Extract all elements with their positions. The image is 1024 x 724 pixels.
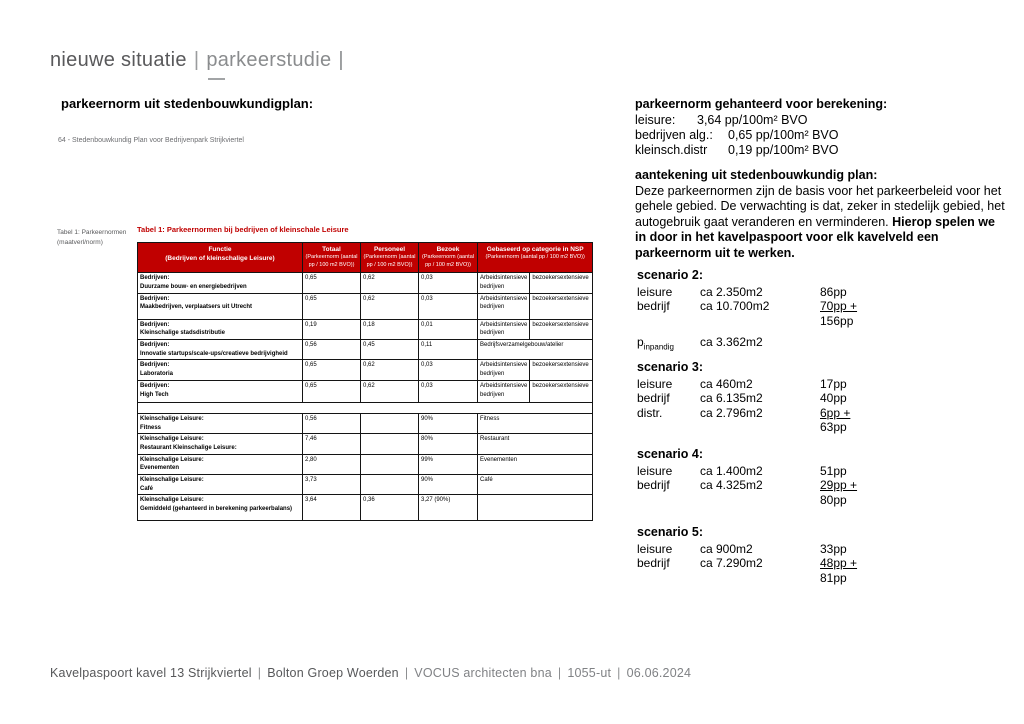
scenario-row (637, 556, 937, 571)
cell-personeel: 0,62 (361, 293, 419, 319)
cell-bezoek: 0,11 (419, 340, 478, 360)
scenario-label: leisure (637, 541, 673, 556)
cell-totaal: 2,80 (303, 454, 361, 474)
cell-nsp-category: Arbeidsintensieve bedrijven (478, 319, 530, 339)
scenario-label: leisure (637, 463, 673, 478)
calc-value: 0,65 pp/100m² BVO (728, 128, 839, 142)
cell-nsp-span: Restaurant (478, 434, 593, 454)
col-header-totaal (303, 243, 361, 273)
table-side-caption (57, 228, 142, 249)
scenario-pp-sum: 29pp + (820, 478, 858, 493)
scenario-2-block (637, 268, 937, 355)
calc-label: leisure: (635, 113, 676, 127)
scenario-label: bedrijf (637, 391, 670, 406)
scenario-total-row (637, 314, 937, 329)
note-body-regular: Deze parkeernormen zijn de basis voor het parkeerbeleid voor het gehele gebied. De verwachting is dat, zeker in stedelijk gebied, het autogebruik gaat veranderen en verminderen. (635, 183, 1005, 229)
row-function-detail: Laboratoria (140, 371, 174, 378)
source-note: 64 - Stedenbouwkundig Plan voor Bedrijvenpark Strijkviertel (58, 137, 244, 144)
cell-nsp-category: Arbeidsintensieve bedrijven (478, 360, 530, 380)
scenario-title: scenario 2: (637, 268, 704, 282)
col-header-sub: (Parkeernorm (aantal pp / 100 m2 BVO)) (485, 254, 585, 261)
table-row (138, 293, 593, 319)
row-function-category: Bedrijven: (140, 275, 170, 282)
scenario-total-pp: 156pp (820, 313, 854, 328)
cell-bezoek: 99% (419, 454, 478, 474)
col-header-bezoek (419, 243, 478, 273)
row-function-detail: Restaurant Kleinschalige Leisure: (140, 444, 237, 451)
cell-nsp-type: bezoekersextensieve (530, 273, 593, 293)
row-function-category: Bedrijven: (140, 382, 170, 389)
cell-totaal: 0,56 (303, 413, 361, 433)
scenario-label: leisure (637, 376, 673, 391)
scenario-row (637, 285, 937, 300)
scenario-pp: 40pp (820, 391, 847, 406)
cell-nsp-span: Café (478, 474, 593, 494)
row-function-detail: Fitness (140, 424, 162, 431)
scenario-row (637, 542, 937, 557)
col-header-title: Personeel (373, 246, 406, 253)
plan-note-block (635, 168, 1007, 262)
cell-personeel (361, 413, 419, 433)
cell-bezoek: 0,01 (419, 319, 478, 339)
cell-nsp-type: bezoekersextensieve (530, 360, 593, 380)
row-function-category: Kleinschalige Leisure: (140, 456, 204, 463)
scenario-pp: 51pp (820, 463, 847, 478)
spacer-cell (138, 402, 593, 413)
scenario-row (637, 464, 937, 479)
scenario-area: ca 6.135m2 (700, 391, 763, 406)
table-row (138, 495, 593, 521)
note-heading: aantekening uit stedenbouwkundig plan: (635, 168, 878, 182)
cell-nsp-category: Arbeidsintensieve bedrijven (478, 293, 530, 319)
col-header-sub: (Parkeernorm (aantal pp / 100 m2 BVO)) (305, 254, 358, 269)
col-header-personeel (361, 243, 419, 273)
table-spacer-row (138, 402, 593, 413)
row-function-detail: Gemiddeld (gehanteerd in berekening parkeerbalans) (140, 506, 293, 513)
cell-totaal: 3,64 (303, 495, 361, 521)
scenario-row (637, 299, 937, 314)
title-separator: | (193, 49, 200, 71)
scenario-total-pp: 80pp (820, 492, 847, 507)
cell-bezoek: 0,03 (419, 293, 478, 319)
col-header-title: Totaal (322, 246, 341, 253)
scenario-area: ca 1.400m2 (700, 463, 763, 478)
footer (50, 666, 691, 680)
calc-row (635, 128, 1015, 143)
scenario-area: ca 2.796m2 (700, 405, 763, 420)
col-header-sub: (Bedrijven of kleinschalige Leisure) (165, 255, 275, 263)
extra-label-main: p (637, 335, 644, 350)
scenario-area: ca 2.350m2 (700, 284, 763, 299)
col-header-sub: (Parkeernorm (aantal pp / 100 m2 BVO)) (363, 254, 416, 269)
calculation-norms-block (635, 97, 1015, 158)
note-body (635, 184, 1007, 262)
cell-totaal: 0,19 (303, 319, 361, 339)
cell-totaal: 0,65 (303, 273, 361, 293)
cell-personeel (361, 454, 419, 474)
table-row (138, 474, 593, 494)
cell-bezoek: 3,27 (90%) (419, 495, 478, 521)
row-function-category: Bedrijven: (140, 295, 170, 302)
col-header-sub: (Parkeernorm (aantal pp / 100 m2 BVO)) (422, 254, 474, 269)
scenario-extra-row (637, 335, 937, 355)
cell-bezoek: 90% (419, 474, 478, 494)
cell-totaal: 0,65 (303, 293, 361, 319)
page-title-secondary: parkeerstudie (206, 49, 332, 71)
scenario-total-row (637, 493, 937, 508)
table-row (138, 319, 593, 339)
row-function-detail: High Tech (140, 391, 169, 398)
row-function-category: Kleinschalige Leisure: (140, 497, 204, 504)
cell-nsp-type: bezoekersextensieve (530, 380, 593, 402)
title-separator: | (338, 49, 344, 71)
scenario-row (637, 377, 937, 392)
cell-personeel: 0,36 (361, 495, 419, 521)
row-function-detail: Kleinschalige stadsdistributie (140, 330, 226, 337)
table-row (138, 434, 593, 454)
scenario-pp-sum: 6pp + (820, 405, 851, 420)
row-function-detail: Evenementen (140, 465, 180, 472)
scenario-row (637, 478, 937, 493)
scenario-total-pp: 63pp (820, 420, 847, 435)
footer-client: Bolton Groep Woerden (267, 666, 399, 680)
row-function-detail: Café (140, 485, 154, 492)
scenario-title: scenario 4: (637, 447, 704, 461)
row-function-category: Bedrijven: (140, 321, 170, 328)
row-function-category: Kleinschalige Leisure: (140, 436, 204, 443)
scenario-pp-sum: 70pp + (820, 299, 858, 314)
scenario-label: distr. (637, 405, 663, 420)
footer-project: Kavelpaspoort kavel 13 Strijkviertel (50, 666, 252, 680)
table-side-caption-line1: Tabel 1: Parkeernormen (57, 229, 127, 236)
scenario-label: bedrijf (637, 478, 670, 493)
cell-nsp-span: Evenementen (478, 454, 593, 474)
cell-totaal: 7,46 (303, 434, 361, 454)
table-row (138, 360, 593, 380)
scenario-title: scenario 3: (637, 360, 704, 374)
scenario-extra-area: ca 3.362m2 (700, 335, 763, 350)
footer-separator: | (404, 666, 409, 680)
row-function-category: Bedrijven: (140, 362, 170, 369)
calc-row (635, 113, 1015, 128)
scenario-total-row (637, 420, 937, 435)
cell-nsp-type: bezoekersextensieve (530, 293, 593, 319)
scenario-area: ca 4.325m2 (700, 478, 763, 493)
calc-heading: parkeernorm gehanteerd voor berekening: (635, 97, 888, 111)
title-underline-mark (208, 78, 225, 80)
cell-nsp-category: Arbeidsintensieve bedrijven (478, 380, 530, 402)
cell-personeel: 0,62 (361, 360, 419, 380)
footer-architect: VOCUS architecten bna (414, 666, 552, 680)
cell-nsp-span: Fitness (478, 413, 593, 433)
footer-separator: | (257, 666, 262, 680)
footer-project-code: 1055-ut (567, 666, 612, 680)
calc-label: bedrijven alg.: (635, 128, 713, 142)
row-function-category: Bedrijven: (140, 342, 170, 349)
cell-nsp-span (478, 495, 593, 521)
table-row (138, 413, 593, 433)
table-title: Tabel 1: Parkeernormen bij bedrijven of kleinschale Leisure (137, 225, 349, 234)
row-function-detail: Duurzame bouw- en energiebedrijven (140, 284, 247, 291)
cell-personeel (361, 434, 419, 454)
scenario-5-block (637, 525, 937, 585)
cell-personeel (361, 474, 419, 494)
table-row (138, 273, 593, 293)
scenario-total-row (637, 571, 937, 586)
scenario-title: scenario 5: (637, 525, 704, 539)
scenario-row (637, 391, 937, 406)
scenario-pp: 86pp (820, 284, 847, 299)
scenario-area: ca 460m2 (700, 376, 753, 391)
table-row (138, 340, 593, 360)
cell-totaal: 0,65 (303, 360, 361, 380)
col-header-title: Gebaseerd op categorie in NSP (486, 246, 584, 253)
col-header-title: Functie (208, 246, 232, 253)
scenario-3-block (637, 360, 937, 435)
cell-nsp-type: bezoekersextensieve (530, 319, 593, 339)
cell-nsp-span: Bedrijfsverzamelgebouw/atelier (478, 340, 593, 360)
left-section-heading: parkeernorm uit stedenbouwkundigplan: (61, 96, 314, 111)
table-side-caption-line2: (maatverl/norm) (57, 239, 103, 247)
cell-personeel: 0,45 (361, 340, 419, 360)
cell-personeel: 0,18 (361, 319, 419, 339)
page-title (50, 49, 351, 72)
scenario-total-pp: 81pp (820, 570, 847, 585)
cell-personeel: 0,62 (361, 380, 419, 402)
row-function-category: Kleinschalige Leisure: (140, 476, 204, 483)
col-header-nsp (478, 243, 593, 273)
scenario-area: ca 10.700m2 (700, 299, 770, 314)
calc-row (635, 143, 1015, 158)
scenario-4-block (637, 447, 937, 507)
footer-date: 06.06.2024 (626, 666, 692, 680)
scenario-pp: 33pp (820, 541, 847, 556)
cell-totaal: 3,73 (303, 474, 361, 494)
footer-separator: | (557, 666, 562, 680)
cell-bezoek: 80% (419, 434, 478, 454)
table-row (138, 454, 593, 474)
calc-label: kleinsch.distr (635, 143, 708, 157)
parking-norm-table (137, 242, 593, 521)
scenario-extra-label (637, 335, 700, 355)
cell-nsp-category: Arbeidsintensieve bedrijven (478, 273, 530, 293)
scenario-label: leisure (637, 284, 673, 299)
scenario-pp-sum: 48pp + (820, 556, 858, 571)
scenario-area: ca 7.290m2 (700, 556, 763, 571)
table-header-row (138, 243, 593, 273)
cell-bezoek: 90% (419, 413, 478, 433)
cell-bezoek: 0,03 (419, 273, 478, 293)
note-body-bold: Hierop spelen we in door in het kavelpaspoort voor elk kavelveld een parkeernorm uit te werken. (635, 214, 995, 260)
cell-personeel: 0,62 (361, 273, 419, 293)
scenario-area: ca 900m2 (700, 541, 753, 556)
col-header-functie (138, 243, 303, 273)
calc-value: 3,64 pp/100m² BVO (697, 113, 808, 127)
scenario-label: bedrijf (637, 299, 670, 314)
row-function-detail: Innovatie startups/scale-ups/creatieve bedrijvigheid (140, 350, 288, 357)
table-row (138, 380, 593, 402)
cell-totaal: 0,56 (303, 340, 361, 360)
row-function-category: Kleinschalige Leisure: (140, 415, 204, 422)
calc-value: 0,19 pp/100m² BVO (728, 143, 839, 157)
scenario-row (637, 406, 937, 421)
row-function-detail: Maakbedrijven, verplaatsers uit Utrecht (140, 304, 253, 311)
extra-label-sub: inpandig (643, 342, 674, 352)
page-title-primary: nieuwe situatie (50, 49, 187, 71)
scenario-pp: 17pp (820, 376, 847, 391)
cell-bezoek: 0,03 (419, 380, 478, 402)
scenario-label: bedrijf (637, 556, 670, 571)
cell-totaal: 0,65 (303, 380, 361, 402)
cell-bezoek: 0,03 (419, 360, 478, 380)
footer-separator: | (617, 666, 621, 680)
col-header-title: Bezoek (436, 246, 460, 253)
